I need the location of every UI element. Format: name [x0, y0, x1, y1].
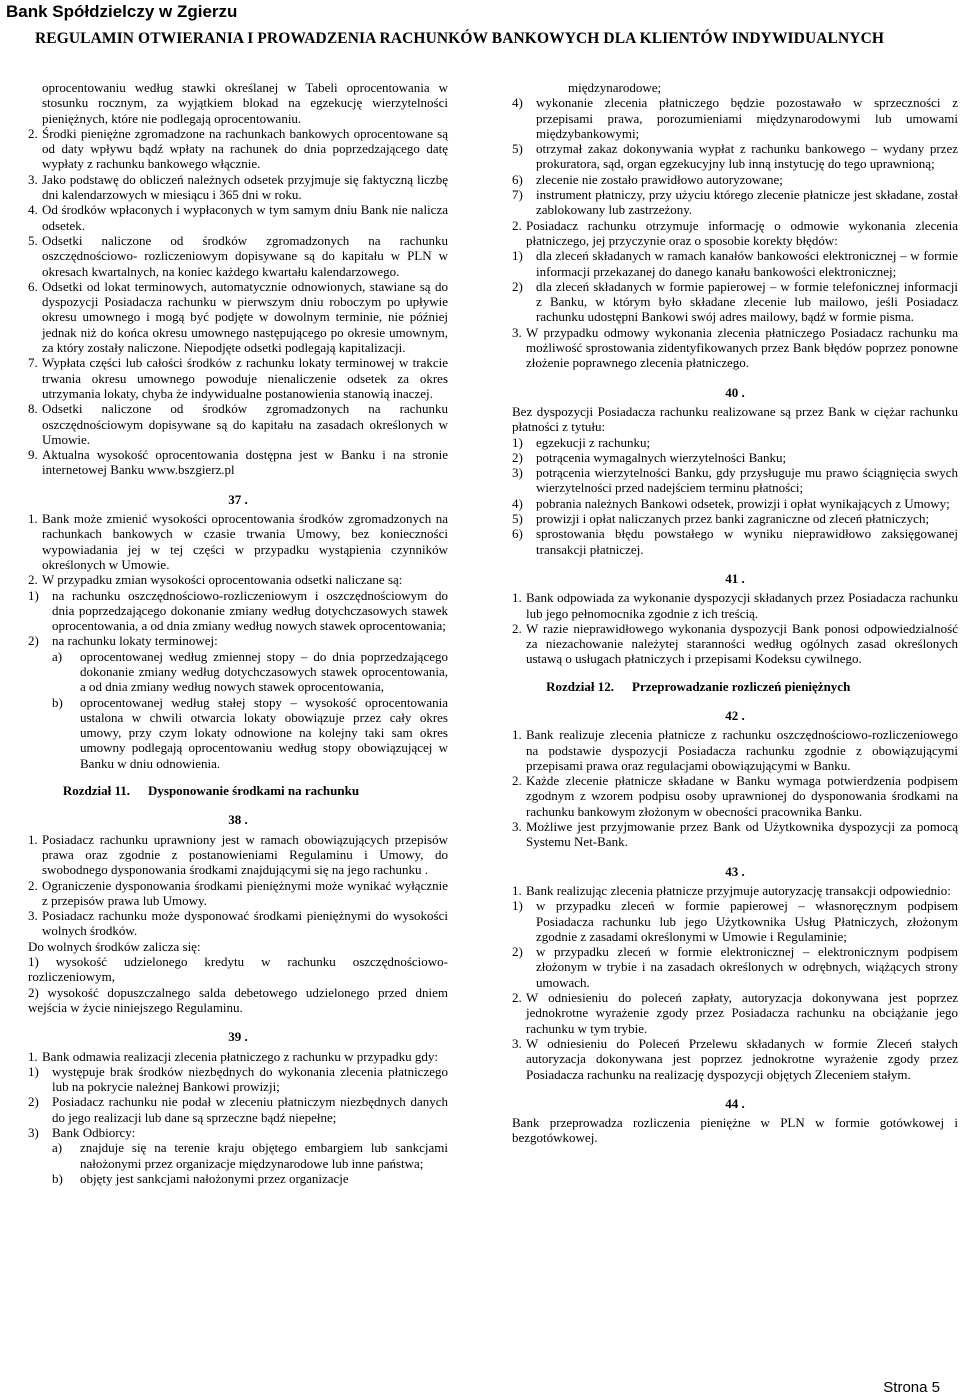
item-number: 3. [512, 819, 522, 835]
page-number: Strona 5 [883, 1379, 940, 1396]
item-number: 6. [28, 278, 38, 294]
item-number: b) [52, 1170, 63, 1186]
item-text: egzekucji z rachunku; [536, 434, 651, 450]
paragraph-44-text: Bank przeprowadza rozliczenia pieniężne w PLN w formie gotówkowej i bezgotówkowej. [512, 1115, 958, 1146]
list-item [28, 233, 448, 279]
item-number: 3. [28, 171, 38, 187]
item-number: 3. [512, 1035, 522, 1051]
paragraph-41-heading: 41 . [725, 570, 745, 586]
list-item [512, 944, 958, 990]
item-text: Posiadacz rachunku otrzymuje informację o odmowie wykonania zlecenia płatniczego, jej przyczynie oraz o sposobie korekty błędów: [526, 217, 958, 248]
list-item [512, 621, 958, 667]
item-number: 9. [28, 447, 38, 463]
item-text: Bank odpowiada za wykonanie dyspozycji składanych przez Posiadacza rachunku lub jego pełnomocnika zgodnie z ich treścią. [526, 590, 958, 621]
item-number: 3. [28, 908, 38, 924]
item-text: pobrania należnych Bankowi odsetek, prowizji i opłat wynikających z Umowy; [536, 495, 950, 511]
item-text: Bank może zmienić wysokości oprocentowania środków zgromadzonych na rachunkach bankowych w czasie trwania Umowy, bez konieczności wypowiadania jej w tej części w przypadku wystąpienia czynników określonych w Umowie. [42, 511, 448, 572]
item-number: 2. [512, 773, 522, 789]
section-43-1-list [512, 898, 958, 990]
item-number: 7. [28, 355, 38, 371]
item-number: 1) [512, 434, 523, 450]
list-item [512, 773, 958, 819]
section-36-list [28, 126, 448, 478]
chapter-number: Rozdział 11. [62, 783, 130, 799]
paragraph-40-heading: 40 . [725, 384, 745, 400]
list-item [28, 1125, 448, 1140]
item-number: 1) [512, 898, 523, 914]
item-text: Bank realizuje zlecenia płatnicze z rachunku oszczędnościowo-rozliczeniowego na podstawie dyspozycji Posiadacza rachunku zgodnie z obowiązującymi przepisami prawa oraz regulacjami obowiązującymi w Banku. [526, 727, 958, 773]
list-item [28, 572, 448, 587]
item-text: Posiadacz rachunku uprawniony jest w ramach obowiązujących przepisów prawa oraz zgodnie z postanowieniami Regulaminu i Umowy, do swobodnego dysponowania środkami znajdującymi się na jego rachunku . [42, 831, 448, 878]
list-item [512, 990, 958, 1036]
item-text: Odsetki naliczone od środków zgromadzonych na rachunku oszczędnościowo- rozliczeniowym dopisywane są do kapitału w PLN w okresach kwartalnych, na koniec każdego kwartału kalendarzowego. [42, 232, 448, 279]
list-item [28, 1049, 448, 1064]
item-text: Każde zlecenie płatnicze składane w Banku wymaga potwierdzenia podpisem zgodnym z wzorem podpisu osoby uprawnionej do dysponowania środkami na rachunku bankowym złożonym w obecności pracownika Banku. [526, 773, 958, 819]
item-number: 1. [28, 1048, 38, 1064]
item-text: Posiadacz rachunku może dysponować środkami pieniężnymi do wysokości wolnych środków. [42, 908, 448, 939]
list-item [512, 819, 958, 850]
item-number: 2. [28, 572, 38, 588]
item-number: 2. [512, 217, 522, 233]
item-text: potrącenia wierzytelności Banku, gdy przysługuje mu prawo ściągnięcia swych wierzytelności przed nadejściem terminu płatności; [536, 465, 958, 496]
item-text: Od środków wpłaconych i wypłaconych w tym samym dniu Bank nie nalicza odsetek. [42, 202, 448, 233]
bank-name: Bank Spółdzielczy w Zgierzu [6, 2, 238, 21]
item-text: na rachunku lokaty terminowej: [52, 633, 218, 649]
list-item [512, 248, 958, 279]
chapter-title: Dysponowanie środkami na rachunku [148, 783, 360, 799]
item-number: 4. [28, 202, 38, 218]
item-text: otrzymał zakaz dokonywania wypłat z rachunku bankowego – wydany przez prokuratora, sąd, organ egzekucyjny lub inną instytucję do tego uprawnioną; [536, 141, 958, 172]
list-item [512, 435, 958, 450]
chapter-number: Rozdział 12. [546, 678, 614, 694]
section-41-list [512, 590, 958, 666]
item-number: 2) [28, 633, 39, 649]
item-text: oprocentowanej według stałej stopy – wysokość oprocentowania ustalona w chwili otwarcia lokaty obowiązuje przez cały okres umowy, przy czym lokaty odnowione na kolejny taki sam okres umowny podlegają oprocentowaniu według stopy obowiązującej w Banku w dniu odnowienia. [80, 694, 448, 771]
list-item [512, 325, 958, 371]
item-number: b) [52, 694, 63, 710]
item-text: Odsetki od lokat terminowych, automatycznie odnowionych, stawiane są do dyspozycji Posiadacza rachunku w pierwszym dniu roboczym po upływie okresu umownego i mogą być podjęte w dowolnym terminie, nie później jednak niż do końca okresu umownego następującego po okresie umownym, za który zostały naliczone. Niepodjęte odsetki podlegają kapitalizacji. [42, 278, 448, 356]
item-number: 1) [28, 587, 39, 603]
item-text: W odniesieniu do Poleceń Przelewu składanych w formie Zleceń stałych autoryzacja dokonywana jest poprzez jednokrotne wyrażenie zgody przez Posiadacza rachunku na realizację dyspozycji objętych Zleceniem stałym. [526, 1035, 958, 1082]
item-text: W przypadku odmowy wykonania zlecenia płatniczego Posiadacz rachunku ma możliwość sprostowania zidentyfikowanych przez Bank błędów poprzez ponowne złożenie poprawnego zlecenia płatniczego. [526, 324, 958, 371]
list-item [28, 832, 448, 878]
item-number: 1) [512, 248, 523, 264]
list-item [52, 695, 448, 771]
list-item [28, 355, 448, 401]
item-text: na rachunku oszczędnościowo-rozliczeniowym i oszczędnościowym do dnia poprzedzającego dokonanie zmiany według dotychczasowych stawek oprocentowania, a od dnia zmiany według nowych stawek oprocentowania; [52, 587, 448, 634]
item-number: 2. [512, 620, 522, 636]
list-item [512, 187, 958, 218]
item-number: 1. [28, 831, 38, 847]
list-item [28, 511, 448, 572]
right-column [512, 80, 958, 1146]
item-number: 1. [512, 727, 522, 743]
free-funds-item: 2) wysokość dopuszczalnego salda debetowego udzielonego przed dniem wejścia w życie niniejszego Regulaminu. [28, 984, 448, 1015]
item-text: Bank Odbiorcy: [52, 1125, 136, 1140]
list-item [28, 401, 448, 447]
list-item [512, 511, 958, 526]
item-number: 2) [512, 944, 523, 960]
list-item [512, 590, 958, 621]
item-text: Bank odmawia realizacji zlecenia płatniczego z rachunku w przypadku gdy: [42, 1048, 438, 1064]
section-39-list [28, 1064, 448, 1140]
list-item [512, 727, 958, 773]
item-text: Możliwe jest przyjmowanie przez Bank od Użytkownika dyspozycji za pomocą Systemu Net-Bank. [526, 819, 958, 850]
item-text: występuje brak środków niezbędnych do wykonania zlecenia płatniczego lub na pokrycie należnej Bankowi prowizji; [52, 1063, 448, 1095]
item-text: znajduje się na terenie kraju objętego embargiem lub sankcjami nałożonymi przez organizacje międzynarodowe lub inne państwa; [80, 1140, 448, 1171]
section-40-list [512, 435, 958, 557]
list-item [512, 898, 958, 944]
intro-paragraph: oprocentowaniu według stawki określanej w Tabeli oprocentowania w stosunku rocznym, za wyjątkiem blokad na egzekucję wierzytelności pieniężnych, które nie podlegają oprocentowaniu. [42, 80, 448, 126]
list-item [28, 447, 448, 478]
list-item [512, 465, 958, 496]
item-text: Aktualna wysokość oprocentowania dostępna jest w Banku i na stronie internetowej Banku www.bszgierz.pl [42, 447, 448, 478]
list-item [52, 649, 448, 695]
item-text: w przypadku zleceń w formie elektronicznej – elektronicznym podpisem złożonym w trybie i na zasadach określonych w odrębnych, wiążących strony umowach. [536, 944, 958, 990]
list-item [28, 908, 448, 939]
list-item [512, 218, 958, 249]
chapter-11-heading [28, 783, 448, 798]
item-number: 2) [28, 1094, 39, 1110]
paragraph-44-heading: 44 . [725, 1095, 745, 1111]
item-text: W przypadku zmian wysokości oprocentowania odsetki naliczane są: [42, 572, 403, 588]
section-42-list [512, 727, 958, 849]
list-item [28, 279, 448, 355]
item-text: oprocentowanej według zmiennej stopy – do dnia poprzedzającego dokonanie zmiany według dotychczasowych stawek oprocentowania, a od dnia zmiany według nowych stawek oprocentowania, [80, 648, 448, 695]
paragraph-43-heading: 43 . [725, 863, 745, 879]
section-38-list [28, 832, 448, 939]
document-title: REGULAMIN OTWIERANIA I PROWADZENIA RACHUNKÓW BANKOWYCH DLA KLIENTÓW INDYWIDUALNYCH [35, 30, 885, 47]
list-item [512, 450, 958, 465]
list-item [28, 588, 448, 634]
item-text: W razie nieprawidłowego wykonania dyspozycji Bank ponosi odpowiedzialność za niezachowanie należytej staranności według ogólnych zasad określonych ustawą o usługach płatniczych i przepisami Kodeksu cywilnego. [526, 620, 958, 667]
item-text: Bank realizując zlecenia płatnicze przyjmuje autoryzację transakcji odpowiednio: [526, 882, 951, 898]
list-item [512, 526, 958, 557]
list-item [512, 883, 958, 898]
item-text: zlecenie nie zostało prawidłowo autoryzowane; [536, 171, 783, 187]
item-number: 7) [512, 187, 523, 203]
item-text: prowizji i opłat naliczanych przez banki zagraniczne od zleceń płatniczych; [536, 511, 930, 527]
section-39-list-cont [512, 95, 958, 217]
item-number: 1. [512, 882, 522, 898]
item-text: instrument płatniczy, przy użyciu którego zlecenie płatnicze jest składane, został zablokowany lub zastrzeżony. [536, 187, 958, 218]
item-number: 1. [28, 511, 38, 527]
paragraph-37-heading: 37 . [228, 491, 248, 507]
list-item [28, 633, 448, 648]
left-column [28, 80, 448, 1186]
item-number: 3) [28, 1125, 39, 1140]
item-text: dla zleceń składanych w ramach kanałów bankowości elektronicznej – w formie informacji przekazanej do danego kanału bankowości elektronicznej; [536, 248, 958, 279]
list-item [512, 496, 958, 511]
item-text: wykonanie zlecenia płatniczego będzie pozostawało w sprzeczności z przepisami prawa, porozumieniami międzynarodowymi lub umowami międzybankowymi; [536, 95, 958, 141]
item-number: 6) [512, 171, 523, 187]
item-text: W odniesieniu do poleceń zapłaty, autoryzacja dokonywana jest poprzez jednokrotne wyrażenie zgody przez Posiadacza rachunku na obciążanie jego rachunku w tym trybie. [526, 990, 958, 1036]
list-item [28, 1064, 448, 1095]
item-number: a) [52, 648, 63, 664]
item-number: a) [52, 1140, 63, 1156]
item-number: 3) [512, 465, 523, 481]
item-number: 5) [512, 511, 523, 527]
item-number: 2) [512, 449, 523, 465]
list-item [512, 141, 958, 172]
list-item [52, 1171, 448, 1186]
item-number: 4) [512, 95, 523, 111]
free-funds-intro: Do wolnych środków zalicza się: [28, 938, 201, 954]
item-number: 4) [512, 495, 523, 511]
item-text: Ograniczenie dysponowania środkami pieniężnymi może wynikać wyłącznie z przepisów prawa lub Umowy. [42, 877, 448, 908]
item-text: w przypadku zleceń w formie papierowej – własnoręcznym podpisem Posiadacza rachunku lub jego Użytkownika Usług Płatniczych, złożonym zgodnie z zasadami określonymi w Umowie i Regulaminie; [536, 898, 958, 944]
list-item [28, 1094, 448, 1125]
section-39-2-list [512, 248, 958, 324]
item-text: Środki pieniężne zgromadzone na rachunkach bankowych oprocentowane są od daty wpływu bądź wpłaty na rachunek do dnia poprzedzającego datę wypłaty z rachunku bankowego włącznie. [42, 125, 448, 172]
item-number: 3. [512, 324, 522, 340]
list-item [28, 202, 448, 233]
item-number: 1) [28, 1063, 39, 1079]
item-number: 2. [512, 990, 522, 1006]
item-text: objęty jest sankcjami nałożonymi przez organizacje [80, 1170, 349, 1186]
item-text: potrącenia wymagalnych wierzytelności Banku; [536, 449, 787, 465]
item-number: 2. [28, 125, 38, 141]
paragraph-39-heading: 39 . [228, 1029, 248, 1045]
item-number: 2. [28, 877, 38, 893]
paragraph-38-heading: 38 . [228, 812, 248, 828]
item-text: Posiadacz rachunku nie podał w zleceniu płatniczym niezbędnych danych do jego realizacji lub dane są sprzeczne bądź niepełne; [52, 1094, 448, 1125]
list-item [28, 126, 448, 172]
item-text: Wypłata części lub całości środków z rachunku lokaty terminowej w trakcie trwania okresu umownego powoduje nienaliczenie odsetek za okres utrzymania lokaty, chyba że indywidualne postanowienia stanowią inaczej. [42, 355, 448, 401]
section-43-list [512, 990, 958, 1082]
item-text: sprostowania błędu powstałego w wyniku nieprawidłowo zaksięgowanej transakcji płatniczej. [536, 526, 958, 557]
item-number: 5) [512, 141, 523, 157]
list-item [52, 1140, 448, 1171]
item-text: Jako podstawę do obliczeń należnych odsetek przyjmuje się faktyczną liczbę dni kalendarzowych w miesiącu i 365 dni w roku. [42, 171, 448, 203]
list-item [28, 172, 448, 203]
continued-text: międzynarodowe; [568, 80, 662, 95]
list-item [512, 95, 958, 141]
item-number: 2) [512, 278, 523, 294]
list-item [512, 1036, 958, 1082]
chapter-12-heading [512, 679, 958, 694]
chapter-title: Przeprowadzanie rozliczeń pieniężnych [632, 678, 851, 694]
list-item [512, 279, 958, 325]
item-number: 5. [28, 232, 38, 248]
item-number: 8. [28, 401, 38, 417]
paragraph-42-heading: 42 . [725, 707, 745, 723]
paragraph-40-intro: Bez dyspozycji Posiadacza rachunku realizowane są przez Bank w ciężar rachunku płatności z tytułu: [512, 403, 958, 435]
item-text: Odsetki naliczone od środków zgromadzonych na rachunku oszczędnościowym dopisywane są do kapitału na zasadach określonych w Umowie. [42, 401, 448, 447]
item-number: 6) [512, 526, 523, 542]
item-number: 1. [512, 590, 522, 606]
item-text: dla zleceń składanych w formie papierowej – w formie telefonicznej informacji z Banku, w którym było składane zlecenie lub mailowo, jeśli Posiadacz rachunku udostępni Bankowi swój adres mailowy, bądź w formie pisma. [536, 278, 958, 325]
list-item [512, 172, 958, 187]
list-item [28, 878, 448, 909]
free-funds-item: 1) wysokość udzielonego kredytu w rachunku oszczędnościowo-rozliczeniowym, [28, 954, 448, 985]
